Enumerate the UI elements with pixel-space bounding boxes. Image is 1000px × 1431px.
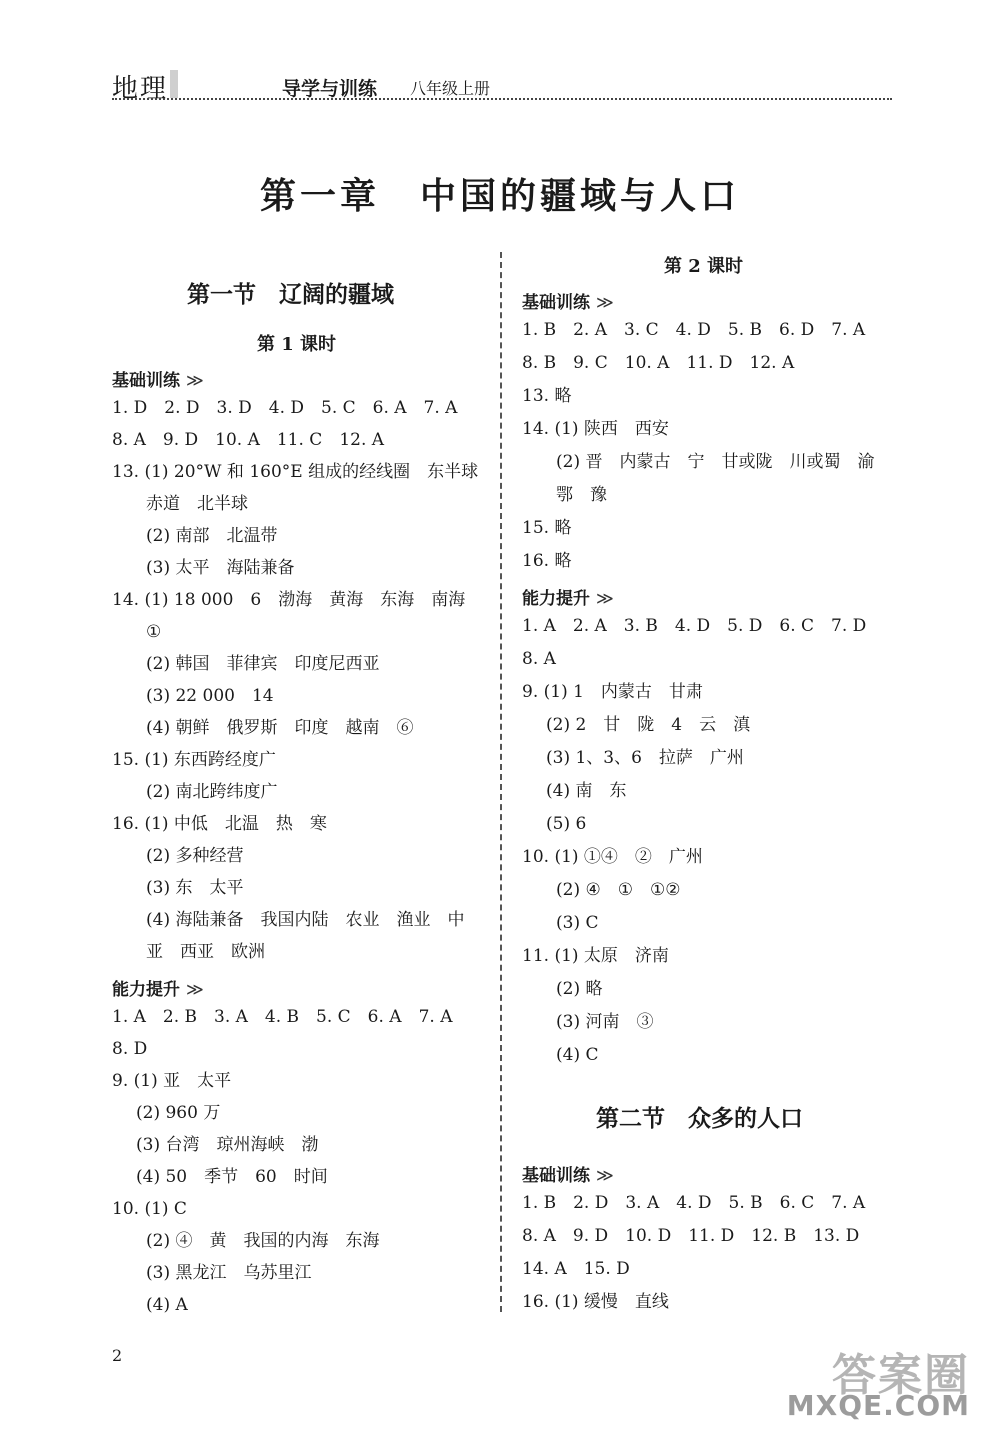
answer-line: 16. (1) 缓慢 直线 bbox=[522, 1292, 669, 1312]
answer-line: 鄂 豫 bbox=[556, 485, 607, 505]
header-bar bbox=[170, 70, 178, 98]
category-label: 基础训练 bbox=[522, 1166, 590, 1186]
header-series: 导学与训练 bbox=[282, 78, 378, 100]
answer-line: (2) 南部 北温带 bbox=[146, 526, 278, 546]
answer-line: (3) 东 太平 bbox=[146, 878, 244, 898]
answer-line: 9. (1) 1 内蒙古 甘肃 bbox=[522, 682, 703, 702]
page-number: 2 bbox=[112, 1346, 123, 1365]
lesson-title: 第 1 课时 bbox=[257, 334, 337, 355]
answer-line: 10. (1) ①④ ② 广州 bbox=[522, 847, 703, 867]
answer-line: (3) 台湾 琼州海峡 渤 bbox=[136, 1135, 319, 1155]
category-label: 能力提升 bbox=[112, 980, 180, 1000]
answer-line: (2) 韩国 菲律宾 印度尼西亚 bbox=[146, 654, 380, 674]
answer-line: (2) 2 甘 陇 4 云 滇 bbox=[546, 715, 751, 735]
answer-line: 15. 略 bbox=[522, 518, 572, 538]
chevron-right-icon: ≫ bbox=[186, 371, 204, 391]
category-heading bbox=[112, 366, 204, 391]
answer-line: ① bbox=[146, 622, 162, 642]
watermark bbox=[780, 1339, 980, 1425]
header-dotted-rule bbox=[112, 98, 892, 100]
answer-line: (2) ④ 黄 我国的内海 东海 bbox=[146, 1231, 380, 1251]
answer-line: (4) 50 季节 60 时间 bbox=[136, 1167, 328, 1187]
answer-line: (2) 多种经营 bbox=[146, 846, 244, 866]
answer-line: (4) 朝鲜 俄罗斯 印度 越南 ⑥ bbox=[146, 718, 414, 738]
answer-line: 8. A 9. D 10. D 11. D 12. B 13. D bbox=[522, 1226, 860, 1246]
answer-line: 亚 西亚 欧洲 bbox=[146, 942, 265, 962]
answer-line: 16. (1) 中低 北温 热 寒 bbox=[112, 814, 327, 834]
category-label: 基础训练 bbox=[522, 293, 590, 313]
answer-line: 1. B 2. A 3. C 4. D 5. B 6. D 7. A bbox=[522, 320, 866, 340]
category-label: 能力提升 bbox=[522, 589, 590, 609]
lesson-title: 第 2 课时 bbox=[664, 256, 744, 277]
category-heading bbox=[522, 1161, 614, 1186]
answer-line: 1. A 2. B 3. A 4. B 5. C 6. A 7. A bbox=[112, 1007, 453, 1027]
header-subject: 地理 bbox=[112, 74, 169, 104]
answer-line: 8. D bbox=[112, 1039, 148, 1059]
chevron-right-icon: ≫ bbox=[596, 1166, 614, 1186]
answer-line: (3) 22 000 14 bbox=[146, 686, 274, 706]
section-title: 第一节 辽阔的疆域 bbox=[187, 282, 394, 308]
answer-line: 1. D 2. D 3. D 4. D 5. C 6. A 7. A bbox=[112, 398, 458, 418]
answer-line: 13. 略 bbox=[522, 386, 572, 406]
chapter-title: 第一章 中国的疆域与人口 bbox=[259, 176, 740, 217]
answer-line: (2) 南北跨纬度广 bbox=[146, 782, 278, 802]
category-label: 基础训练 bbox=[112, 371, 180, 391]
answer-line: (4) 南 东 bbox=[546, 781, 627, 801]
answer-line: (4) C bbox=[556, 1045, 599, 1065]
answer-line: (5) 6 bbox=[546, 814, 587, 834]
category-heading bbox=[112, 975, 204, 1000]
answer-line: 赤道 北半球 bbox=[146, 494, 248, 514]
answer-line: 9. (1) 亚 太平 bbox=[112, 1071, 232, 1091]
chevron-right-icon: ≫ bbox=[596, 293, 614, 313]
answer-line: 15. (1) 东西跨经度广 bbox=[112, 750, 276, 770]
watermark-url: MXQE.COM bbox=[786, 1389, 970, 1422]
answer-line: 16. 略 bbox=[522, 551, 572, 571]
watermark-logo-text: 答案圈 bbox=[832, 1350, 970, 1401]
column-divider bbox=[500, 252, 502, 1312]
answer-line: (3) 黑龙江 乌苏里江 bbox=[146, 1263, 312, 1283]
chevron-right-icon: ≫ bbox=[186, 980, 204, 1000]
header-grade: 八年级上册 bbox=[410, 79, 491, 98]
category-heading bbox=[522, 584, 614, 609]
answer-line: (4) 海陆兼备 我国内陆 农业 渔业 中 bbox=[146, 910, 465, 930]
answer-line: 8. B 9. C 10. A 11. D 12. A bbox=[522, 353, 795, 373]
answer-line: (3) 1、3、6 拉萨 广州 bbox=[546, 748, 744, 768]
answer-line: (4) A bbox=[146, 1295, 188, 1315]
answer-line: 8. A bbox=[522, 649, 556, 669]
answer-line: (2) 晋 内蒙古 宁 甘或陇 川或蜀 渝 bbox=[556, 452, 875, 472]
answer-line: 1. A 2. A 3. B 4. D 5. D 6. C 7. D bbox=[522, 616, 867, 636]
answer-line: (3) 太平 海陆兼备 bbox=[146, 558, 295, 578]
answer-line: 1. B 2. D 3. A 4. D 5. B 6. C 7. A bbox=[522, 1193, 866, 1213]
answer-line: (2) 略 bbox=[556, 979, 603, 999]
answer-line: 11. (1) 太原 济南 bbox=[522, 946, 669, 966]
answer-line: (2) ④ ① ①② bbox=[556, 880, 681, 900]
chevron-right-icon: ≫ bbox=[596, 589, 614, 609]
category-heading bbox=[522, 288, 614, 313]
answer-line: (3) C bbox=[556, 913, 599, 933]
answer-line: (3) 河南 ③ bbox=[556, 1012, 654, 1032]
answer-line: 14. A 15. D bbox=[522, 1259, 630, 1279]
answer-line: (2) 960 万 bbox=[136, 1103, 221, 1123]
answer-line: 14. (1) 陕西 西安 bbox=[522, 419, 669, 439]
answer-line: 10. (1) C bbox=[112, 1199, 187, 1219]
page-header bbox=[112, 66, 892, 102]
section-title: 第二节 众多的人口 bbox=[596, 1106, 803, 1132]
answer-line: 8. A 9. D 10. A 11. C 12. A bbox=[112, 430, 385, 450]
answer-line: 13. (1) 20°W 和 160°E 组成的经线圈 东半球 bbox=[112, 462, 479, 482]
answer-line: 14. (1) 18 000 6 渤海 黄海 东海 南海 bbox=[112, 590, 466, 610]
